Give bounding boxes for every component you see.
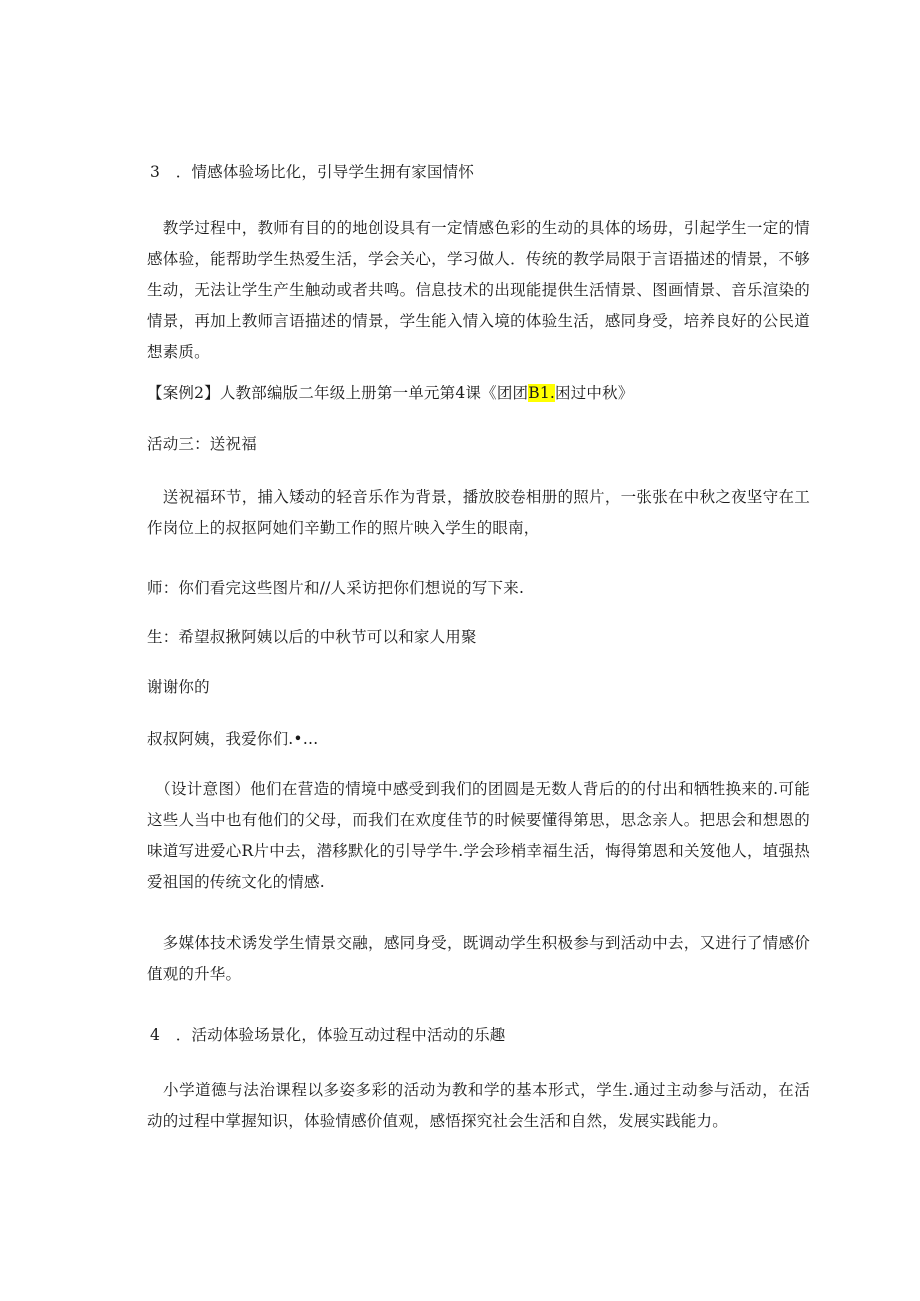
- student-dialogue: 生：希望叔揪阿姨以后的中秋节可以和家人用聚: [147, 628, 477, 646]
- paragraph-send-blessings: 送祝福环节，捕入矮动的轻音乐作为背景，播放胶卷相册的照片，一张张在中秋之夜坚守在工作岗位上的叔抠阿她们辛勤工作的照片映入学生的眼南，: [147, 488, 810, 537]
- activity-title: 活动三：送祝福: [147, 435, 257, 453]
- case-title-highlight: B1.: [528, 384, 556, 402]
- case-title-text-end: 困过中秋》: [555, 384, 634, 402]
- paragraph-activity-experience: 小学道德与法治课程以多姿多彩的活动为教和学的基本形式，学生.通过主动参与活动，在活动的过程中掌握知识，体验情感价值观，感悟探究社会生活和自然，发展实践能力。: [147, 1081, 810, 1130]
- teacher-dialogue: 师：你们看完这些图片和//人采访把你们想说的写下来.: [147, 579, 525, 597]
- paragraph-situation-experience: 教学过程中，教师有目的的地创设具有一定情感色彩的生动的具体的场毋，引起学生一定的情感体验，能帮助学生热爱生活，学会关心，学习做人．传统的教学局限于言语描述的情景，不够生动，无法让学生产生触动或者共鸣。信息技术的出现能提供生活情景、图画情景、音乐渲染的情景，再加上教师言语描述的情景，学生能入情入境的体验生活，感同身受，培养良好的公民道想素质。: [147, 219, 810, 361]
- section-heading-3: 3 ．情感体验场比化，引导学生拥有家国情怀: [150, 163, 475, 181]
- section-heading-4: 4 ．活动体验场景化，体验互动过程中活动的乐趣: [150, 1026, 506, 1044]
- paragraph-multimedia: 多媒体技术诱发学生情景交融，感同身受，既调动学生积极参与到活动中去，又进行了情感价值观的升华。: [147, 934, 810, 983]
- love-line: 叔叔阿姨，我爱你们.•…: [147, 730, 319, 748]
- thanks-line: 谢谢你的: [147, 678, 210, 696]
- paragraph-design-intent: （设计意图）他们在营造的情境中感受到我们的团圆是无数人背后的的付出和牺牲换来的.可能这些人当中也有他们的父母，而我们在欢度佳节的时候要懂得第思，思念亲人。把思会和想恩的味道写进爱心R片中去，潜移默化的引导学牛.学会珍梢幸福生活，悔得第恩和关笈他人，埴强热爱祖国的传统文化的情感.: [147, 780, 810, 891]
- case-title: [147, 383, 634, 403]
- case-title-text: 【案例2】人教部编版二年级上册第一单元第4课《团团: [147, 384, 529, 402]
